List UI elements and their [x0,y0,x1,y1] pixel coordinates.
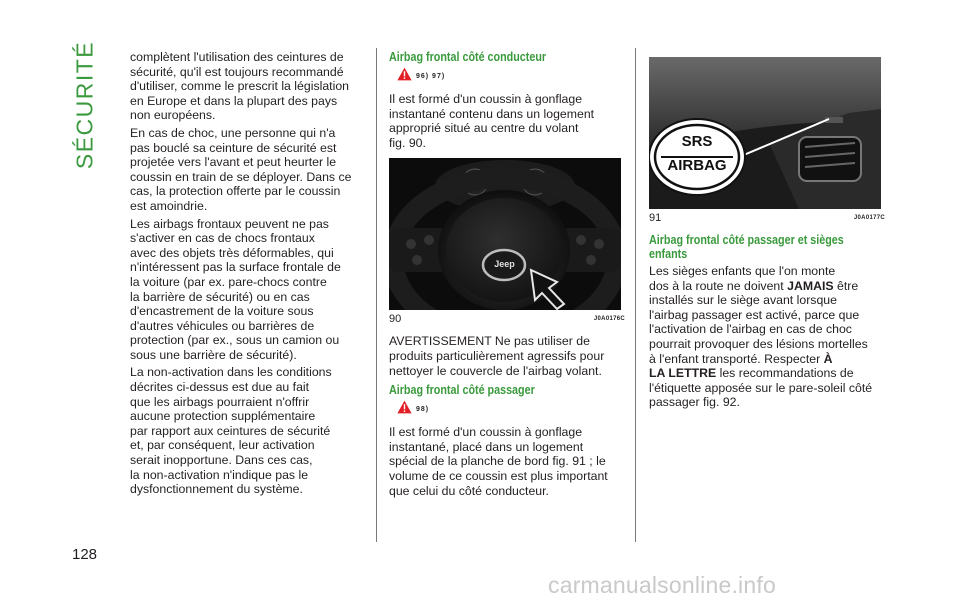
jeep-logo: Jeep [494,259,515,270]
paragraph: Il est formé d'un coussin à gonflage instantané, placé dans un logement spécial de la planche de bord fig. 91 ; le volume de ce coussin est plus important que celui du côté conducteur. [389,425,608,498]
srs-label: SRS [681,133,713,150]
paragraph: complètent l'utilisation des ceintures de sécurité, qu'il est toujours recommandé d'utiliser, comme le prescrit la législation en Europe et dans la plupart des pays non européens. [130,50,349,123]
paragraph: En cas de choc, une personne qui n'a pas bouclé sa ceinture de sécurité est projetée vers l'avant et peut heurter le coussin en train de se déployer. Dans ce cas, la protection offerte par le coussin est amoindrie. [130,125,352,213]
heading-driver-airbag: Airbag frontal côté conducteur [389,50,547,64]
paragraph: Il est formé d'un coussin à gonflage instantané contenu dans un logement approprié situé au centre du volant fig. 90. [389,92,595,150]
paragraph: Les airbags frontaux peuvent ne pas s'activer en cas de chocs frontaux avec des objets très déformables, qui n'intéressent pas la surface frontale de la voiture (par ex. pare-chocs contre la barrière de sécurité) ou en cas d'encastrement de la voiture sous d'autres véhicules ou barrières de protection (par ex., sous un camion ou sous une barrière de sécurité). [130,216,341,362]
emphasis-jamais: JAMAIS [787,278,834,293]
warning-ref-numbers: 98) [416,406,430,414]
dashboard-airbag-photo [649,57,881,209]
figure-number: 91 [649,211,662,224]
steering-wheel-illustration [389,158,621,310]
page-number: 128 [72,546,98,563]
column-1 [130,50,370,500]
warning-triangle-icon [397,67,412,81]
column-3 [649,57,885,413]
column-divider-right [635,48,636,542]
figure-91 [649,57,885,225]
column-divider-left [376,48,377,542]
section-title: SÉCURITÉ [71,40,98,170]
figure-caption [389,312,625,326]
figure-code: J0A0177C [853,214,885,221]
paragraph: La non-activation dans les conditions décrites ci-dessus est due au fait que les airbags pourraient n'offrir aucune protection supplémentaire par rapport aux ceintures de sécurité et, par conséquent, leur activation serait inopportune. Dans ces cas, la non-activation n'indique pas le dysfonctionnement du système. [130,365,332,497]
text-run: Les sièges enfants que l'on monte dos à la route ne doivent [649,264,836,293]
column-2 [389,50,625,501]
section-title-vertical [58,40,112,170]
watermark: carmanualsonline.info [548,572,776,598]
figure-90 [389,158,625,326]
warning-triangle-icon [397,400,412,414]
figure-caption [649,211,885,225]
paragraph-child-seats [649,264,885,410]
figure-code: J0A0176C [593,316,625,323]
text-run: être installés sur le siège avant lorsque l'airbag passager est activé, parce que l'activation de l'airbag en cas de choc pourrait provoquer des lésions mortelles à l'enfant transporté. Respecter [649,278,868,366]
figure-number: 90 [389,313,402,326]
heading-passenger-child-seats: Airbag frontal côté passager et sièges enfants [649,233,844,261]
paragraph-warning: AVERTISSEMENT Ne pas utiliser de produits particulièrement agressifs pour nettoyer le couvercle de l'airbag volant. [389,334,605,378]
warning-references [397,67,625,87]
warning-ref-numbers: 96) 97) [416,73,446,80]
emphasis-a-la-lettre: À LA LETTRE [649,351,833,381]
airbag-label: AIRBAG [667,157,727,174]
heading-passenger-airbag: Airbag frontal côté passager [389,383,535,398]
steering-wheel-photo [389,158,621,310]
text-run: les recommandations de l'étiquette apposée sur le pare-soleil côté passager fig. 92. [649,366,873,410]
warning-references [397,400,625,420]
